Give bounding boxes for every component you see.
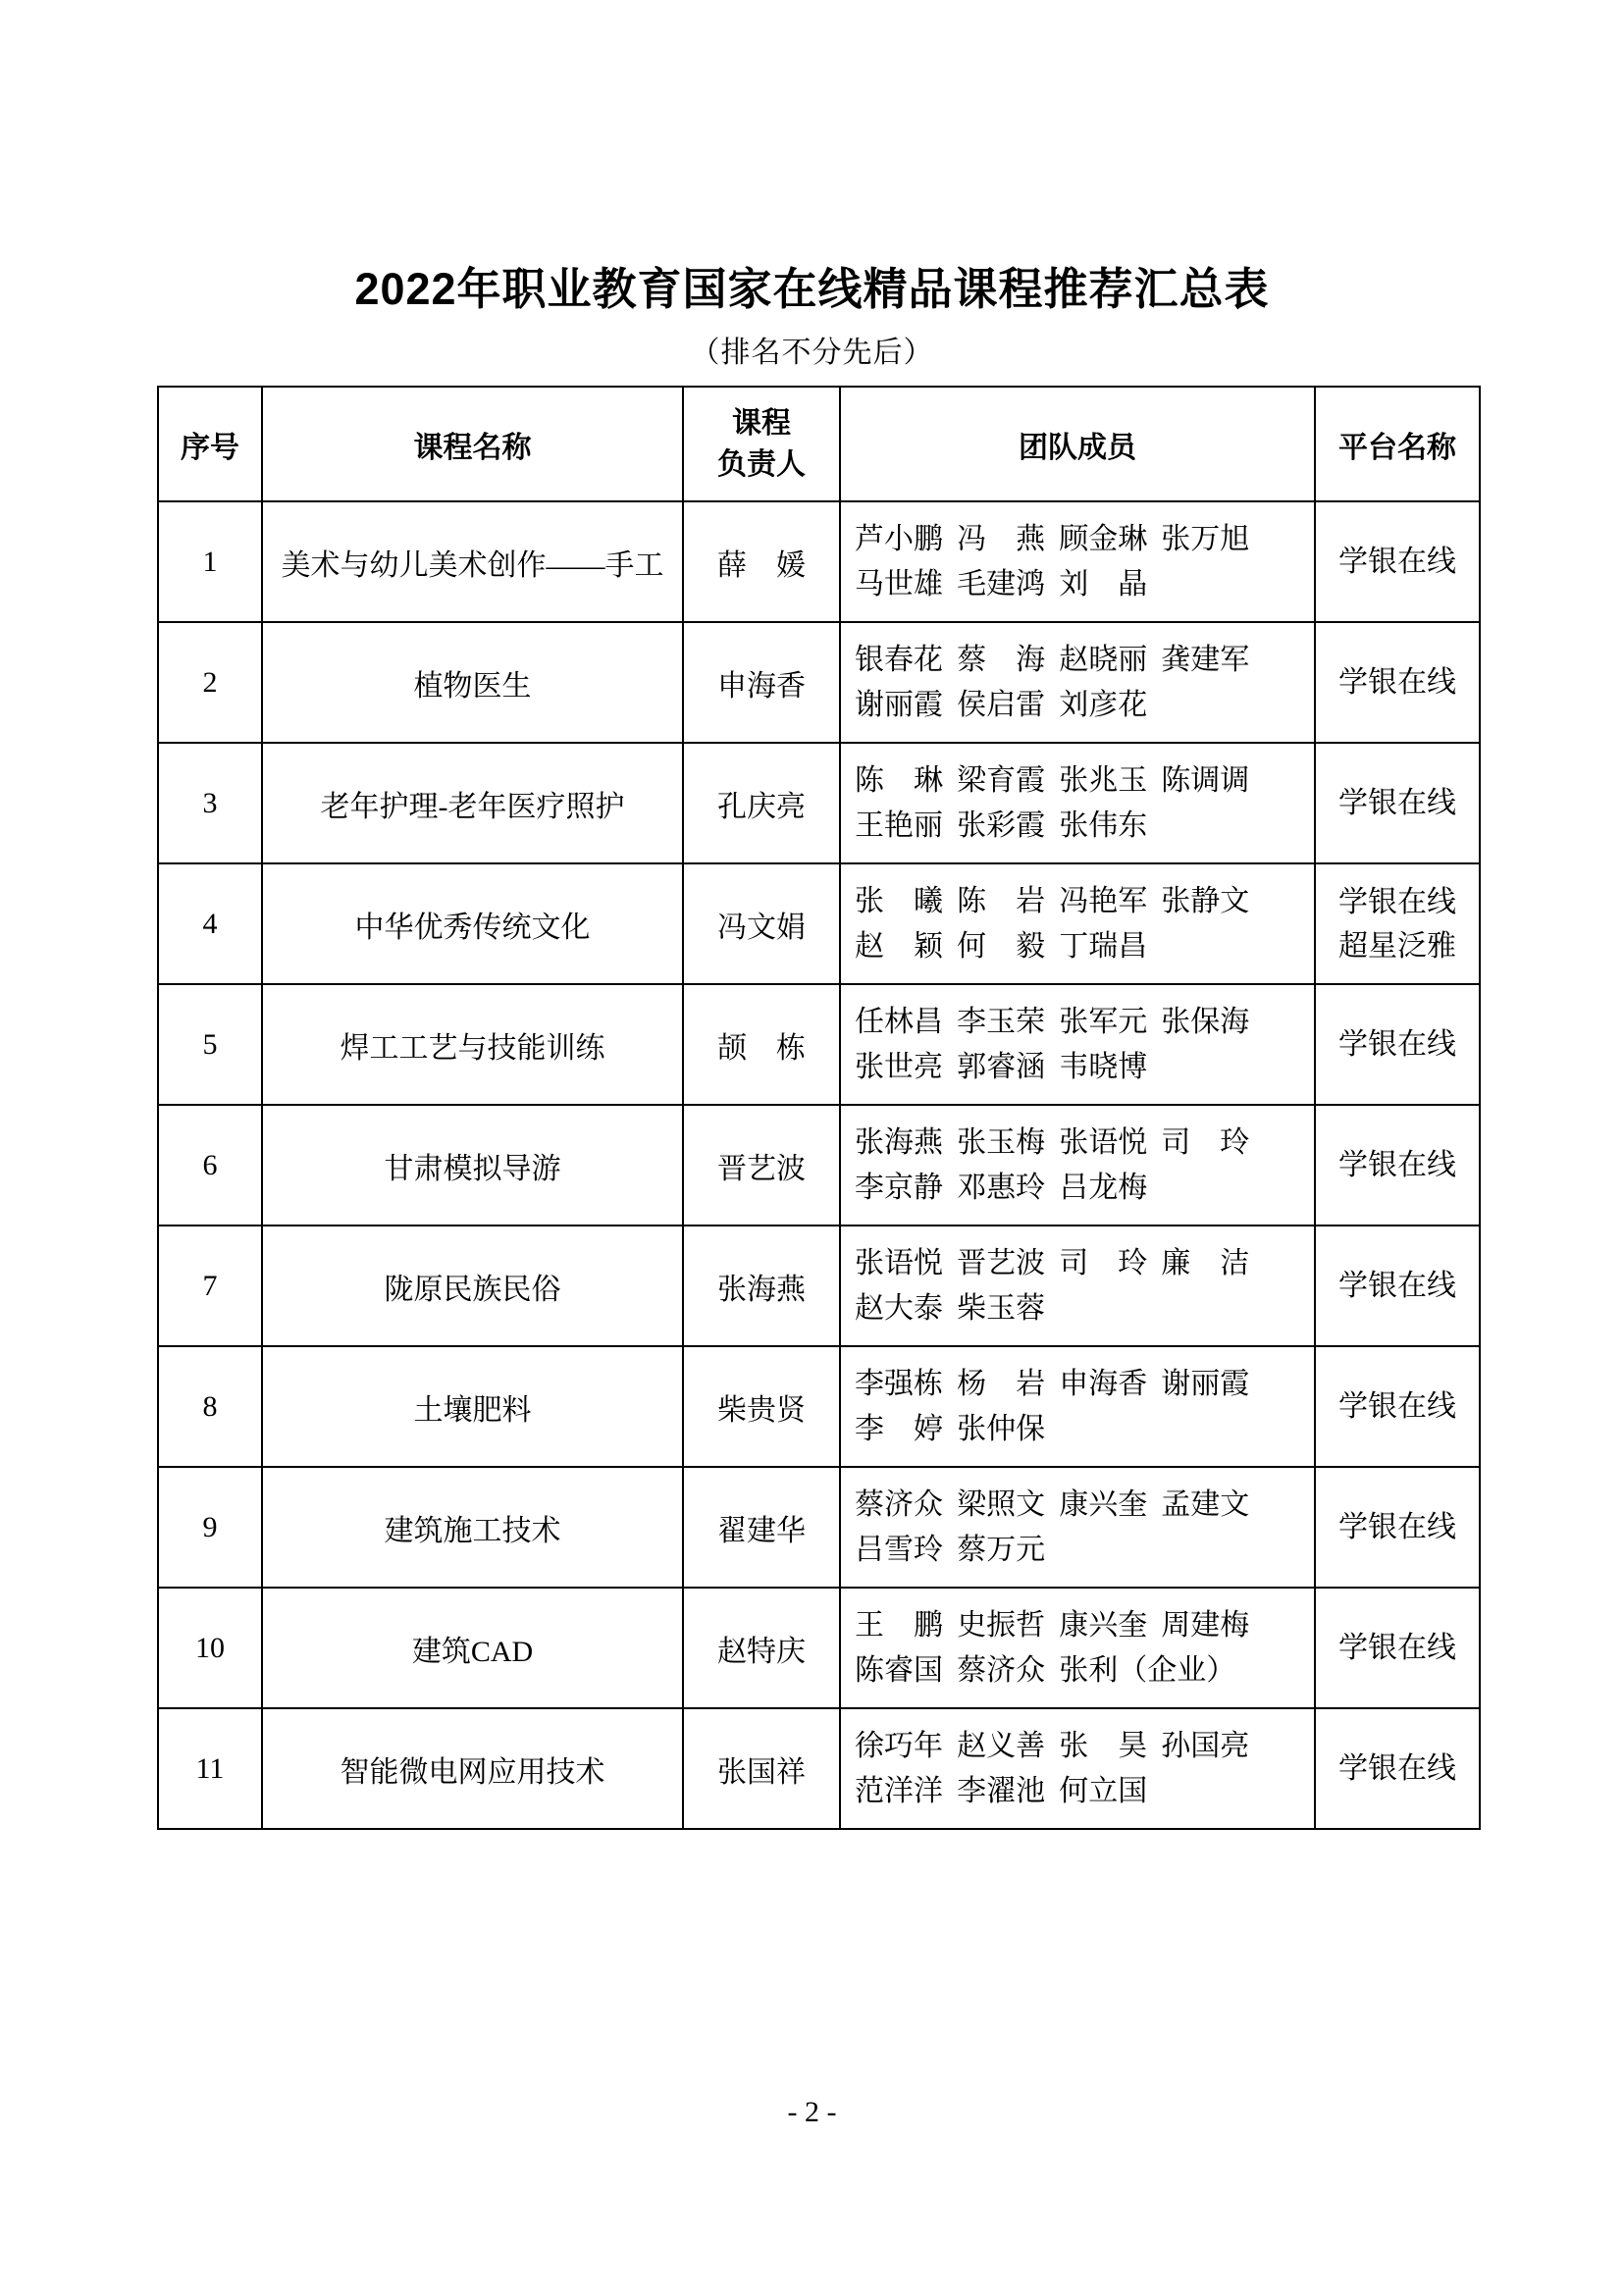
team-members-line: 陈 琳 梁育霞 张兆玉 陈调调 [855, 763, 1250, 797]
team-members [840, 1346, 1315, 1467]
course-name [262, 1588, 683, 1708]
course-name-line: 土壤肥料 [413, 1393, 532, 1427]
team-members-line: 吕雪玲 蔡万元 [855, 1533, 1046, 1566]
team-members [840, 1467, 1315, 1588]
table-row [158, 1708, 1480, 1829]
team-members [840, 1105, 1315, 1226]
team-members-line: 王艳丽 张彩霞 张伟东 [855, 808, 1148, 842]
course-leader [683, 1467, 840, 1588]
row-index [158, 863, 262, 984]
team-members-line: 马世雄 毛建鸿 刘 晶 [855, 567, 1148, 600]
course-name-line: 美术与幼儿美术创作——手工 [281, 548, 664, 582]
course-leader [683, 1708, 840, 1829]
row-index-line: 1 [202, 545, 218, 578]
team-members [840, 1708, 1315, 1829]
page-title: 2022年职业教育国家在线精品课程推荐汇总表 [354, 264, 1270, 314]
team-members-line: 张海燕 张玉梅 张语悦 司 玲 [855, 1125, 1250, 1159]
row-index [158, 1105, 262, 1226]
team-members-line: 芦小鹏 冯 燕 顾金琳 张万旭 [855, 522, 1250, 555]
course-leader-line: 孔庆亮 [717, 790, 806, 823]
platform-name-line: 学银在线 [1338, 1752, 1456, 1785]
table-row [158, 1467, 1480, 1588]
row-index-line: 3 [202, 786, 218, 819]
course-name-line: 焊工工艺与技能训练 [340, 1031, 605, 1065]
page-number: - 2 - [787, 2096, 837, 2128]
course-name-line: 智能微电网应用技术 [340, 1755, 605, 1789]
platform-name [1315, 1467, 1480, 1588]
row-index-line: 5 [202, 1027, 218, 1061]
platform-name-line: 学银在线 [1338, 787, 1456, 819]
row-index [158, 501, 262, 622]
course-leader [683, 622, 840, 743]
team-members-line: 银春花 蔡 海 赵晓丽 龚建军 [855, 643, 1250, 676]
team-members [840, 743, 1315, 863]
platform-name-line: 学银在线 [1338, 1270, 1456, 1302]
course-leader-line: 张国祥 [717, 1755, 806, 1789]
header-course-name: 课程名称 [262, 387, 683, 501]
course-leader [683, 1346, 840, 1467]
course-leader-line: 冯文娟 [717, 911, 806, 944]
course-leader-line: 张海燕 [717, 1273, 806, 1306]
table-row [158, 622, 1480, 743]
team-members [840, 863, 1315, 984]
platform-name-line: 学银在线 [1338, 1149, 1456, 1181]
table-row [158, 743, 1480, 863]
row-index [158, 1346, 262, 1467]
row-index-line: 11 [195, 1751, 225, 1785]
platform-name-line: 超星泛雅 [1338, 929, 1456, 963]
course-name-line: 建筑施工技术 [384, 1514, 561, 1547]
team-members-line: 张 曦 陈 岩 冯艳军 张静文 [855, 884, 1250, 917]
team-members-line: 王 鹏 史振哲 康兴奎 周建梅 [855, 1608, 1250, 1642]
team-members [840, 622, 1315, 743]
course-leader [683, 984, 840, 1105]
team-members [840, 501, 1315, 622]
header-platform-name: 平台名称 [1315, 387, 1480, 501]
course-name-line: 植物医生 [413, 669, 532, 703]
platform-name-line: 学银在线 [1338, 1390, 1456, 1423]
platform-name [1315, 1105, 1480, 1226]
row-index [158, 622, 262, 743]
course-leader [683, 501, 840, 622]
table-row [158, 1226, 1480, 1346]
course-leader-line: 赵特庆 [717, 1635, 806, 1668]
row-index-line: 8 [202, 1389, 218, 1423]
course-leader-line: 薛 媛 [717, 548, 806, 582]
table-row [158, 1346, 1480, 1467]
team-members-line: 谢丽霞 侯启雷 刘彦花 [855, 688, 1148, 721]
row-index-line: 4 [202, 907, 218, 940]
course-leader-line: 晋艺波 [717, 1152, 806, 1185]
course-summary-table [157, 386, 1481, 1830]
course-name-line: 中华优秀传统文化 [354, 911, 591, 944]
platform-name-line: 学银在线 [1338, 885, 1456, 918]
course-leader [683, 1105, 840, 1226]
platform-name [1315, 622, 1480, 743]
team-members-line: 任林昌 李玉荣 张军元 张保海 [855, 1005, 1250, 1038]
row-index [158, 984, 262, 1105]
table-row [158, 1105, 1480, 1226]
course-leader-line: 申海香 [717, 669, 806, 703]
platform-name [1315, 743, 1480, 863]
header-course-leader [683, 387, 840, 501]
team-members-line: 蔡济众 梁照文 康兴奎 孟建文 [855, 1487, 1250, 1521]
platform-name [1315, 863, 1480, 984]
team-members-line: 徐巧年 赵义善 张 昊 孙国亮 [855, 1729, 1250, 1762]
course-name [262, 1346, 683, 1467]
platform-name [1315, 1226, 1480, 1346]
course-name [262, 1708, 683, 1829]
header-index: 序号 [158, 387, 262, 501]
team-members [840, 984, 1315, 1105]
platform-name [1315, 1346, 1480, 1467]
row-index [158, 743, 262, 863]
course-name [262, 501, 683, 622]
course-name [262, 1226, 683, 1346]
row-index-line: 6 [202, 1148, 218, 1181]
platform-name-line: 学银在线 [1338, 1028, 1456, 1061]
row-index [158, 1588, 262, 1708]
course-leader [683, 743, 840, 863]
team-members-line: 赵 颖 何 毅 丁瑞昌 [855, 929, 1148, 963]
course-leader [683, 863, 840, 984]
course-name [262, 984, 683, 1105]
table-row [158, 1588, 1480, 1708]
team-members-line: 赵大泰 柴玉蓉 [855, 1291, 1046, 1325]
team-members-line: 张语悦 晋艺波 司 玲 廉 洁 [855, 1246, 1250, 1279]
platform-name-line: 学银在线 [1338, 666, 1456, 699]
course-leader-line: 翟建华 [717, 1514, 806, 1547]
table-row [158, 984, 1480, 1105]
course-leader [683, 1226, 840, 1346]
row-index [158, 1708, 262, 1829]
platform-name-line: 学银在线 [1338, 546, 1456, 578]
row-index-line: 7 [202, 1269, 218, 1302]
header-course-leader-line2: 负责人 [717, 447, 806, 481]
platform-name-line: 学银在线 [1338, 1511, 1456, 1543]
platform-name [1315, 501, 1480, 622]
course-name-line: 老年护理-老年医疗照护 [320, 790, 625, 823]
course-leader [683, 1588, 840, 1708]
platform-name [1315, 984, 1480, 1105]
course-name [262, 743, 683, 863]
row-index-line: 10 [195, 1631, 225, 1664]
team-members [840, 1226, 1315, 1346]
team-members-line: 陈睿国 蔡济众 张利（企业） [855, 1653, 1236, 1687]
row-index [158, 1467, 262, 1588]
table-row [158, 501, 1480, 622]
page-subtitle: （排名不分先后） [690, 337, 934, 369]
course-name-line: 陇原民族民俗 [384, 1273, 561, 1306]
row-index-line: 9 [202, 1510, 218, 1543]
team-members-line: 李京静 邓惠玲 吕龙梅 [855, 1171, 1148, 1204]
course-name [262, 863, 683, 984]
course-name [262, 622, 683, 743]
platform-name [1315, 1588, 1480, 1708]
course-leader-line: 柴贵贤 [717, 1393, 806, 1427]
team-members [840, 1588, 1315, 1708]
table-header-row [158, 387, 1480, 501]
team-members-line: 范洋洋 李濯池 何立国 [855, 1774, 1148, 1807]
table-row [158, 863, 1480, 984]
course-name [262, 1467, 683, 1588]
course-leader-line: 颉 栋 [717, 1031, 806, 1065]
team-members-line: 李 婷 张仲保 [855, 1412, 1046, 1445]
row-index [158, 1226, 262, 1346]
header-team-members: 团队成员 [840, 387, 1315, 501]
team-members-line: 李强栋 杨 岩 申海香 谢丽霞 [855, 1367, 1250, 1400]
course-name-line: 建筑CAD [411, 1635, 534, 1668]
platform-name [1315, 1708, 1480, 1829]
row-index-line: 2 [202, 665, 218, 699]
header-course-leader-line1: 课程 [732, 406, 791, 440]
course-name-line: 甘肃模拟导游 [384, 1152, 561, 1185]
course-name [262, 1105, 683, 1226]
platform-name-line: 学银在线 [1338, 1632, 1456, 1664]
team-members-line: 张世亮 郭睿涵 韦晓博 [855, 1050, 1148, 1083]
